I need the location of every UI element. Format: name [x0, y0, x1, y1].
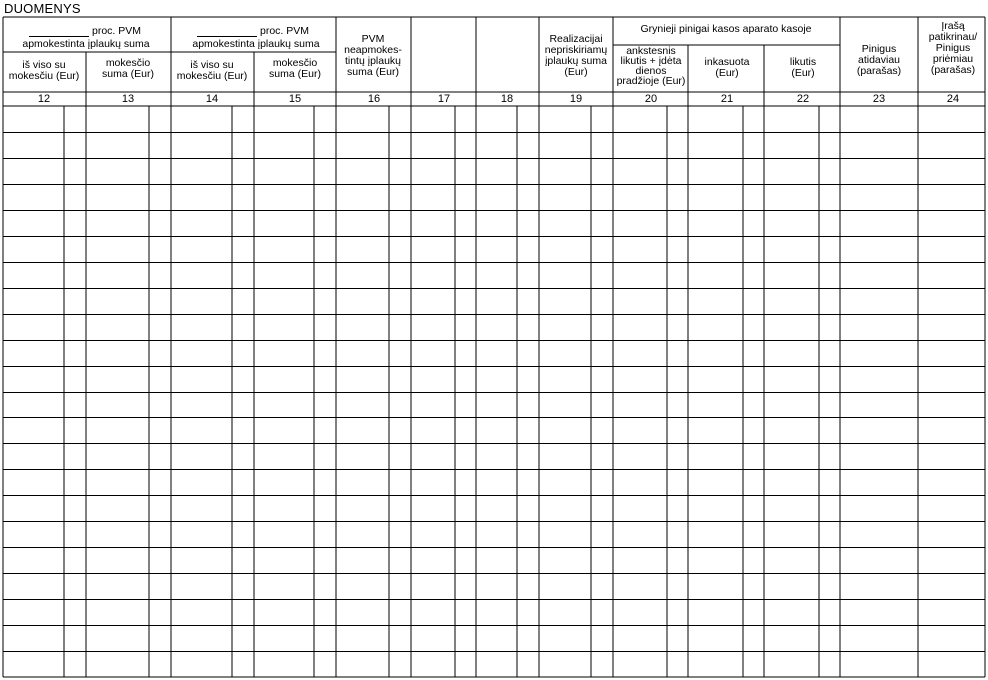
col-number-16: 16	[367, 93, 381, 105]
page-title: DUOMENYS	[4, 1, 81, 16]
header-col-15: mokesčio suma (Eur)	[269, 57, 321, 80]
col-number-22: 22	[796, 93, 810, 105]
col-number-13: 13	[121, 93, 135, 105]
percent-blank-2[interactable]	[197, 27, 257, 37]
group2-header: proc. PVM	[197, 26, 309, 37]
header-col-23: Pinigus atidaviau (parašas)	[856, 43, 902, 77]
col-number-12: 12	[37, 93, 51, 105]
group1-header: proc. PVM	[29, 26, 141, 37]
col-number-20: 20	[644, 93, 658, 105]
col-number-19: 19	[569, 93, 583, 105]
col-number-14: 14	[205, 93, 219, 105]
header-col-14: iš viso su mokesčiu (Eur)	[176, 59, 248, 82]
col-number-21: 21	[720, 93, 734, 105]
col-number-23: 23	[872, 93, 886, 105]
header-col-16: PVM neapmokes- tintų įplaukų suma (Eur)	[344, 33, 402, 78]
header-col-13: mokesčio suma (Eur)	[102, 57, 154, 80]
header-col-12: iš viso su mokesčiu (Eur)	[8, 59, 80, 82]
header-col-20: ankstesnis likutis + įdėta dienos pradžioje (Eur)	[616, 45, 686, 87]
col-number-17: 17	[437, 93, 451, 105]
header-col-22: likutis (Eur)	[789, 56, 817, 79]
col-number-15: 15	[288, 93, 302, 105]
header-col-19: Realizacijai nepriskiriamų įplaukų suma (Eur)	[544, 33, 608, 78]
col-number-24: 24	[946, 93, 960, 105]
percent-blank-1[interactable]	[29, 27, 89, 37]
header-col-24: Įrašą patikrinau/ Pinigus priėmiau (parašas)	[928, 20, 978, 76]
group2-subtitle: apmokestinta įplaukų suma	[192, 38, 320, 50]
group1-subtitle: apmokestinta įplaukų suma	[22, 38, 150, 50]
group3-title: Grynieji pinigai kasos aparato kasoje	[640, 23, 812, 35]
col-number-18: 18	[500, 93, 514, 105]
header-col-21: inkasuota (Eur)	[704, 56, 750, 79]
